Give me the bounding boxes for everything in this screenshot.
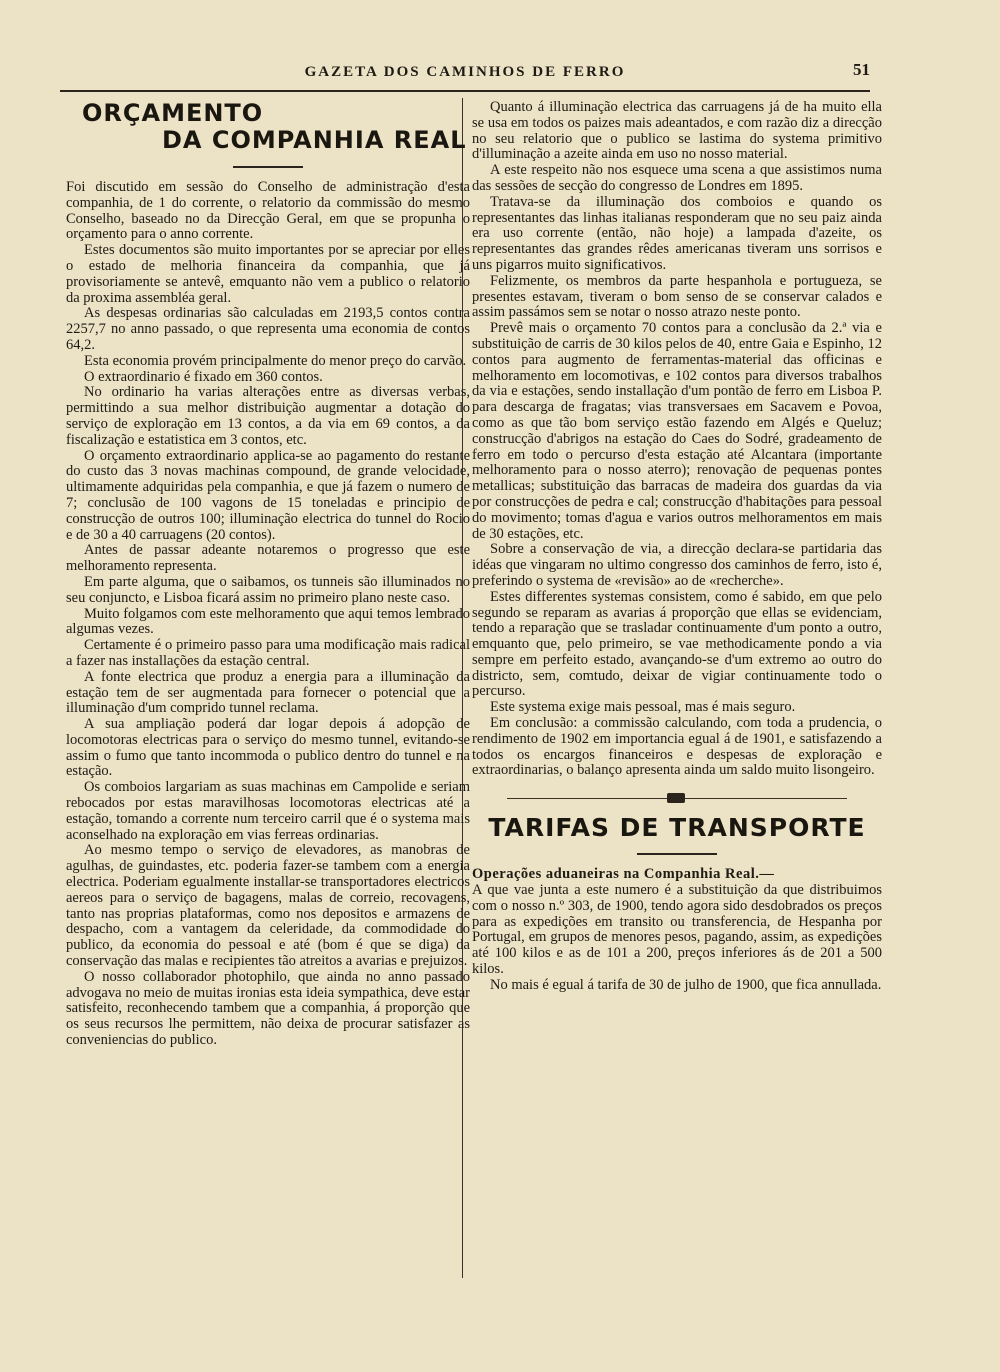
paragraph: Ao mesmo tempo o serviço de elevadores, as manobras de agulhas, de guindastes, etc. poderia fazer-se tambem com a energia electrica. Poderiam egualmente installar-se transportadores electricos aereos para o serviço de bagagens, malas de correio, recovagens, tanto nas proprias plataformas, como nos depositos e armazens de despacho, com a vantagem da celeridade, da commodidade do publico, da economia do pessoal e até (bom é que se diga) da conservação das malas e recipientes tão atreitos a avarias e prejuizos. [66, 842, 470, 970]
paragraph: Esta economia provém principalmente do menor preço do carvão. [84, 352, 467, 369]
paragraph: Tratava-se da illuminação dos comboios e quando os representantes das linhas italianas responderam que no seu paiz ainda era uso corrente (então, não hoje) a lampada d'azeite, os representantes das grandes rêdes americanas tiveram uns sorrisos e uns pigarros muito significativos. [472, 193, 882, 273]
page-number: 51 [853, 60, 870, 79]
ornament-icon [667, 793, 685, 803]
page-header [60, 60, 870, 92]
article-title-line1: ORÇAMENTO [82, 99, 264, 127]
subheading-text: Operações aduaneiras na Companhia Real.— [472, 866, 775, 883]
paragraph: Certamente é o primeiro passo para uma modificação mais radical a fazer nas installações da estação central. [66, 637, 470, 669]
paragraph: Quanto á illuminação electrica das carruagens já de ha muito ella se usa em todos os paizes mais adeantados, e com razão diz a direcção no seu relatorio que o publico se lastima do systema primitivo d'illuminação a azeite ainda em uso no nosso material. [472, 99, 882, 163]
right-column [472, 100, 882, 994]
left-column [66, 100, 470, 1049]
title-rule [637, 853, 717, 855]
paragraph: Antes de passar adeante notaremos o progresso que este melhoramento representa. [66, 542, 470, 575]
paragraph: No ordinario ha varias alterações entre as diversas verbas, permittindo a sua melhor distribuição augmentar a dotação do serviço de exploração em 13 contos, a da via em 69 contos, a da fiscalização e estatistica em 3 contos, etc. [66, 384, 470, 448]
paragraph: No mais é egual á tarifa de 30 de julho de 1900, que fica annullada. [490, 976, 882, 993]
paragraph: Felizmente, os membros da parte hespanhola e portugueza, se presentes estavam, tiveram o bom senso de se conservar calados e assim passámos sem se notar o nosso atrazo neste ponto. [472, 272, 882, 321]
paragraph: Este systema exige mais pessoal, mas é mais seguro. [490, 699, 796, 716]
paragraph: Em conclusão: a commissão calculando, com toda a prudencia, o rendimento de 1902 em importancia egual á de 1901, e satisfazendo a todos os encargos financeiros e despesas de exploração e extraordinarias, o balanço apresenta ainda um saldo muito lisongeiro. [472, 715, 882, 779]
paragraph: Muito folgamos com este melhoramento que aqui temos lembrado algumas vezes. [66, 605, 470, 638]
paragraph: As despesas ordinarias são calculadas em 2193,5 contos contra 2257,7 no anno passado, o que representa uma economia de contos 64,2. [66, 305, 470, 353]
ornament-divider [507, 793, 847, 803]
paragraph: O extraordinario é fixado em 360 contos. [84, 368, 323, 385]
paragraph: O nosso collaborador photophilo, que ainda no anno passado advogava no meio de muitas ironias esta ideia sympathica, deve estar satisfeito, reconhecendo tambem que a companhia, á proporção que os seus recursos lhe permittem, não deixa de procurar satisfazer as conveniencias do publico. [66, 968, 470, 1049]
paragraph: Foi discutido em sessão do Conselho de administração d'esta companhia, de 1 do corrente, o relatorio da commissão do mesmo Conselho, baseado no da Direcção Geral, em que se propunha o orçamento para o anno corrente. [66, 179, 470, 243]
paragraph: A este respeito não nos esquece uma scena a que assistimos numa das sessões de secção do congresso de Londres em 1895. [472, 162, 882, 194]
paragraph: A sua ampliação poderá dar logar depois á adopção de locomotoras electricas para o serviço do mesmo tunnel, evitando-se assim o fumo que tanto incommoda o publico dentro do tunnel e na estação. [66, 716, 470, 780]
paragraph: O orçamento extraordinario applica-se ao pagamento do restante do custo das 3 novas machinas compound, de grande velocidade, ultimamente adquiridas pela companhia, e que já fazem o numero de 7; conclusão de 100 vagons de 15 toneladas e principio de construcção de outros 100; illuminação electrica do tunnel do Rocio e de 30 a 40 carruagens (20 contos). [66, 447, 470, 543]
paragraph: A fonte electrica que produz a energia para a illuminação da estação tem de ser augmentada para fornecer o potencial que a illuminação d'um comprido tunnel reclama. [66, 668, 470, 717]
paragraph: Estes documentos são muito importantes por se apreciar por elles o estado de melhoria financeira da companhia, que já provisoriamente se antevê, emquanto não vem a publico o relatorio da proxima assembléa geral. [66, 242, 470, 306]
article-title-line2: DA COMPANHIA REAL [162, 126, 467, 154]
article2-title: TARIFAS DE TRANSPORTE [488, 813, 866, 843]
paragraph: A que vae junta a este numero é a substituição da que distribuimos com o nosso n.º 303, de 1900, tendo agora sido desdobrados os preços para as expedições em transito ou transferencia, de Hespanha por Portugal, em grupos de menores pesos, pagando, assim, as expedições até 100 kilos e as de 101 a 200, preços inferiores ás de 201 a 500 kilos. [472, 882, 882, 978]
journal-title: GAZETA DOS CAMINHOS DE FERRO [304, 64, 626, 80]
paragraph: Sobre a conservação de via, a direcção declara-se partidaria das idéas que vingaram no ultimo congresso dos caminhos de ferro, isto é, preferindo o systema de «revisão» ao de «recherche». [472, 541, 882, 589]
title-rule [233, 166, 303, 168]
paragraph: Os comboios largariam as suas machinas em Campolide e seriam rebocados por estas maravilhosas locomotoras electricas até a estação, tomando a corrente num terceiro carril que é o systema mais aconselhado na exploração em vias ferreas ordinarias. [66, 779, 470, 843]
paragraph: Prevê mais o orçamento 70 contos para a conclusão da 2.ª via e substituição de carris de 30 kilos pelos de 40, entre Gaia e Espinho, 12 contos para augmento de ferramentas-material das officinas e melhoramento em locomotivas, e 102 contos para diversos trabalhos da via e estações, sendo installação d'um pontão de ferro em Lisboa P. para descarga de fragatas; vias transversaes em Sacavem e Povoa, como as que tão bom serviço estão fazendo em Algés e Queluz; construcção d'abrigos na estação do Caes do Sodré, gradeamento de ferro em todo o percurso d'esta estação até Alcantara (importante melhoramento para o nosso aterro); renovação de pequenas pontes metallicas; substituição das barracas de madeira dos guardas da via por construcções de pedra e cal; construcção d'habitações para pessoal do movimento; tomas d'agua e varios outros melhoramentos em mais de 30 estações, etc. [472, 320, 882, 542]
paragraph: Em parte alguma, que o saibamos, os tunneis são illuminados no seu conjuncto, e Lisboa ficará assim no primeiro plano neste caso. [66, 573, 470, 606]
paragraph: Estes differentes systemas consistem, como é sabido, em que pelo segundo se reparam as avarias á proporção que ellas se evidenciam, tendo a reparação que se trasladar continuamente d'um ponto a outro, emquanto que, pelo primeiro, se vae methodicamente pondo a via sempre em perfeito estado, avançando-se d'um extremo ao outro do districto, sem, comtudo, deixar de vigiar continuamente todo o percurso. [472, 588, 882, 700]
subheading [472, 867, 882, 883]
